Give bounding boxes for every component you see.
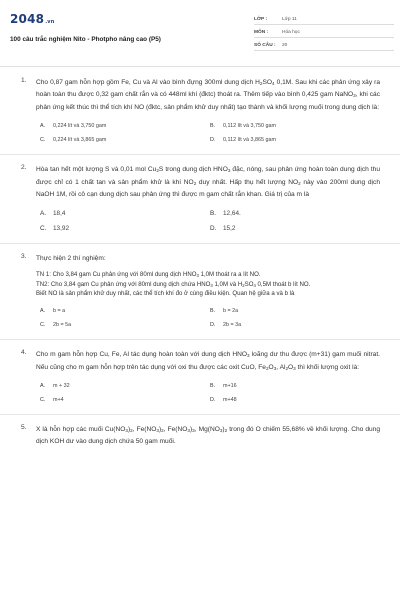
question-text-part: này vào 200ml dung dịch NaOH 1M, rồi cô cạn dung dịch sau phản ứng thì được m gam chất rắn khan. Giá trị của m là <box>36 178 380 199</box>
question-text-part: SO <box>244 280 254 288</box>
question-text <box>36 164 380 201</box>
meta-key: MÔN : <box>254 29 269 35</box>
question-text-part: Hòa tan hết một lượng S và 0,01 mol Cu <box>36 166 157 174</box>
question-text-part: 1,0M thoát ra a lít NO. <box>198 270 261 278</box>
subscript: 2 <box>285 365 289 371</box>
option-letter: D. <box>210 137 216 144</box>
option-text: 18,4 <box>53 210 66 218</box>
answer-option-b[interactable] <box>210 210 380 217</box>
option-letter: C. <box>40 225 47 233</box>
question-note: Biết NO là sản phẩm khử duy nhất, các thể tích khí đo ở cùng điều kiện. Quan hệ giữa a và b là <box>36 290 295 298</box>
question-text-part: , khi các phản ứng kết thúc thì thể tích khí NO (đktc, sản phẩm khử duy nhất) tạo thành và khối lượng muối trong dung dịch là: <box>36 91 380 111</box>
answer-option-c[interactable] <box>40 322 210 328</box>
answer-option-d[interactable] <box>210 225 380 232</box>
question-text-part: , Fe(NO <box>163 426 188 434</box>
answer-option-b[interactable] <box>210 383 380 389</box>
answer-option-d[interactable] <box>210 322 380 328</box>
question-text-part: , Al <box>276 363 286 371</box>
option-text: 15,2 <box>223 225 236 233</box>
subscript: 2 <box>259 81 263 86</box>
option-text: m + 32 <box>53 383 70 390</box>
subscript: 3 <box>227 168 231 174</box>
question-text-part: ) <box>222 426 225 434</box>
question-intro: Thực hiện 2 thí nghiệm: <box>36 255 106 263</box>
option-letter: D. <box>210 322 216 329</box>
question-4 <box>0 349 400 415</box>
question-text-part: TN2: Cho 3,84 gam Cu phản ứng với 80ml dung dịch chứa HNO <box>36 280 211 288</box>
subscript: 3 <box>156 428 159 434</box>
answer-options <box>36 299 380 339</box>
meta-value: Hóa học <box>282 29 300 35</box>
answer-options <box>36 201 380 243</box>
subscript: 2 <box>224 428 228 434</box>
meta-key: SỐ CÂU : <box>254 42 276 48</box>
question-number: 1. <box>21 77 27 84</box>
answer-option-c[interactable] <box>40 397 210 403</box>
question-text-part: loãng dư thu được (m+31) gam muối nitrat. Nếu cũng cho m gam hỗn hợp trên tác dụng với oxi thu được các oxit CuO, Fe <box>36 351 381 371</box>
question-text-part: 0,1M. Sau khi các phản ứng xảy ra hoàn toàn thu được 0,32 gam chất rắn và có 448ml khí (đktc) thoát ra. Thêm tiếp vào bình 0,425 gam NaNO <box>36 79 381 99</box>
question-text-part: TN 1: Cho 3,84 gam Cu phản ứng với 80ml dung dịch HNO <box>36 270 197 278</box>
question-text-part: Cho 0,87 gam hỗn hợp gồm Fe, Cu và Al vào bình đựng 300ml dung dịch H <box>36 79 260 86</box>
meta-key: LỚP : <box>254 16 268 22</box>
option-letter: B. <box>210 123 216 130</box>
subscript: 2 <box>265 365 269 371</box>
option-text: 12,64. <box>223 210 241 218</box>
answer-option-a[interactable] <box>40 383 210 389</box>
subscript: 2 <box>193 180 197 186</box>
question-text-part: , Fe(NO <box>132 426 157 434</box>
option-letter: A. <box>40 123 46 130</box>
question-number: 5. <box>21 424 27 432</box>
question-text <box>36 424 380 449</box>
option-text: 2b = 5a <box>53 322 72 329</box>
question-number: 2. <box>21 164 27 172</box>
option-text: 0,224 lít và 3,865 gam <box>53 137 107 144</box>
option-text: 0,112 lít và 3,750 gam <box>223 123 276 130</box>
option-letter: A. <box>40 210 47 218</box>
subscript: 2 <box>242 282 245 288</box>
question-text <box>36 349 380 374</box>
answer-option-d[interactable] <box>210 397 380 403</box>
option-letter: C. <box>40 137 46 144</box>
question-1 <box>0 77 400 155</box>
meta-value: 20 <box>282 42 288 48</box>
document-title: 100 câu trắc nghiệm Nito - Photpho nâng cao (P5) <box>10 36 161 43</box>
question-text-part: ) <box>158 426 162 434</box>
answer-option-a[interactable] <box>40 210 210 217</box>
subscript: 3 <box>196 272 199 278</box>
question-number: 4. <box>21 349 27 357</box>
document-meta <box>254 14 394 53</box>
question-text-part: duy nhất. Hấp thụ hết lượng NO <box>196 178 299 186</box>
subscript: 3 <box>187 428 190 434</box>
answer-options <box>36 114 380 154</box>
answer-option-d[interactable] <box>210 137 380 143</box>
option-letter: C. <box>40 397 46 404</box>
answer-option-a[interactable] <box>40 123 210 129</box>
answer-option-c[interactable] <box>40 137 210 143</box>
subscript: 4 <box>253 282 256 288</box>
subscript: 2 <box>130 428 133 434</box>
question-text-part: X là hỗn hợp các muối Cu(NO <box>36 426 126 434</box>
subscript: 3 <box>293 365 296 371</box>
logo-suffix: .vn <box>45 19 55 25</box>
option-letter: B. <box>210 308 216 315</box>
experiment-1 <box>36 270 380 280</box>
option-text: b = a <box>53 308 66 315</box>
meta-value: Lớp 11 <box>282 16 297 22</box>
option-text: 0,224 lít và 3,750 gam <box>53 123 107 130</box>
option-letter: C. <box>40 322 46 329</box>
option-text: m+16 <box>223 383 237 390</box>
subscript: 3 <box>273 365 277 371</box>
question-text-part: S trong dung dịch HNO <box>158 166 228 174</box>
question-number: 3. <box>21 253 27 261</box>
question-text-part: O <box>268 363 274 371</box>
site-logo[interactable] <box>10 12 55 26</box>
question-5 <box>0 424 400 449</box>
option-text: 2b = 3a <box>223 322 242 329</box>
question-text-part: Cho m gam hỗn hợp Cu, Fe, Al tác dụng hoàn toàn với dung dịch HNO <box>36 351 248 359</box>
option-letter: A. <box>40 383 46 390</box>
question-text <box>36 77 380 114</box>
subscript: 3 <box>210 282 213 288</box>
option-text: 0,112 lít và 3,865 gam <box>223 137 276 144</box>
question-text-part: , Mg(NO <box>194 426 220 434</box>
question-text-part: ) <box>189 426 193 434</box>
question-text-part: O <box>288 363 294 371</box>
question-3 <box>0 253 400 340</box>
header-divider <box>0 66 400 67</box>
experiment-2 <box>36 280 380 290</box>
subscript: 3 <box>247 353 250 359</box>
subscript: 3 <box>353 93 356 99</box>
question-text-part: đặc, nóng, sau phản ứng hoàn toàn dung dịch thu được chỉ có 1 chất tan và sản phẩm khử là khí NO <box>36 166 380 186</box>
question-text <box>36 266 380 299</box>
question-2 <box>0 164 400 244</box>
question-text-part: thì khối lượng oxit là: <box>295 363 360 371</box>
subscript: 2 <box>298 180 301 186</box>
option-letter: D. <box>210 397 216 404</box>
answer-options <box>36 374 380 414</box>
header <box>0 0 400 62</box>
question-list <box>0 77 400 458</box>
answer-option-c[interactable] <box>40 225 210 232</box>
question-text-part: trong đó O chiếm 55,68% về khối lượng. Cho dung dịch KOH dư vào dung dịch chứa 50 gam muối. <box>36 426 381 446</box>
subscript: 3 <box>192 428 195 434</box>
subscript: 2 <box>161 428 164 434</box>
question-text-part: 1,0M và H <box>212 280 243 288</box>
option-letter: B. <box>210 210 217 218</box>
question-text-part: 0,5M thoát b lít NO. <box>255 280 311 288</box>
option-letter: D. <box>210 225 217 233</box>
answer-option-a[interactable] <box>40 308 210 314</box>
logo-text: 2048 <box>10 12 45 26</box>
subscript: 3 <box>125 428 128 434</box>
answer-option-b[interactable] <box>210 308 380 314</box>
meta-row-count <box>254 40 394 51</box>
subscript: 2 <box>156 168 159 174</box>
option-letter: A. <box>40 308 46 315</box>
question-text-part: ) <box>127 426 131 434</box>
option-text: m+4 <box>53 397 64 404</box>
option-text: m+48 <box>223 397 237 404</box>
option-text: b = 2a <box>223 308 239 315</box>
answer-option-b[interactable] <box>210 123 380 129</box>
subscript: 3 <box>219 428 223 434</box>
option-text: 13,92 <box>53 225 69 233</box>
question-text-part: SO <box>262 79 273 86</box>
meta-row-subject <box>254 27 394 38</box>
meta-row-class <box>254 14 394 25</box>
option-letter: B. <box>210 383 216 390</box>
subscript: 4 <box>272 81 275 86</box>
